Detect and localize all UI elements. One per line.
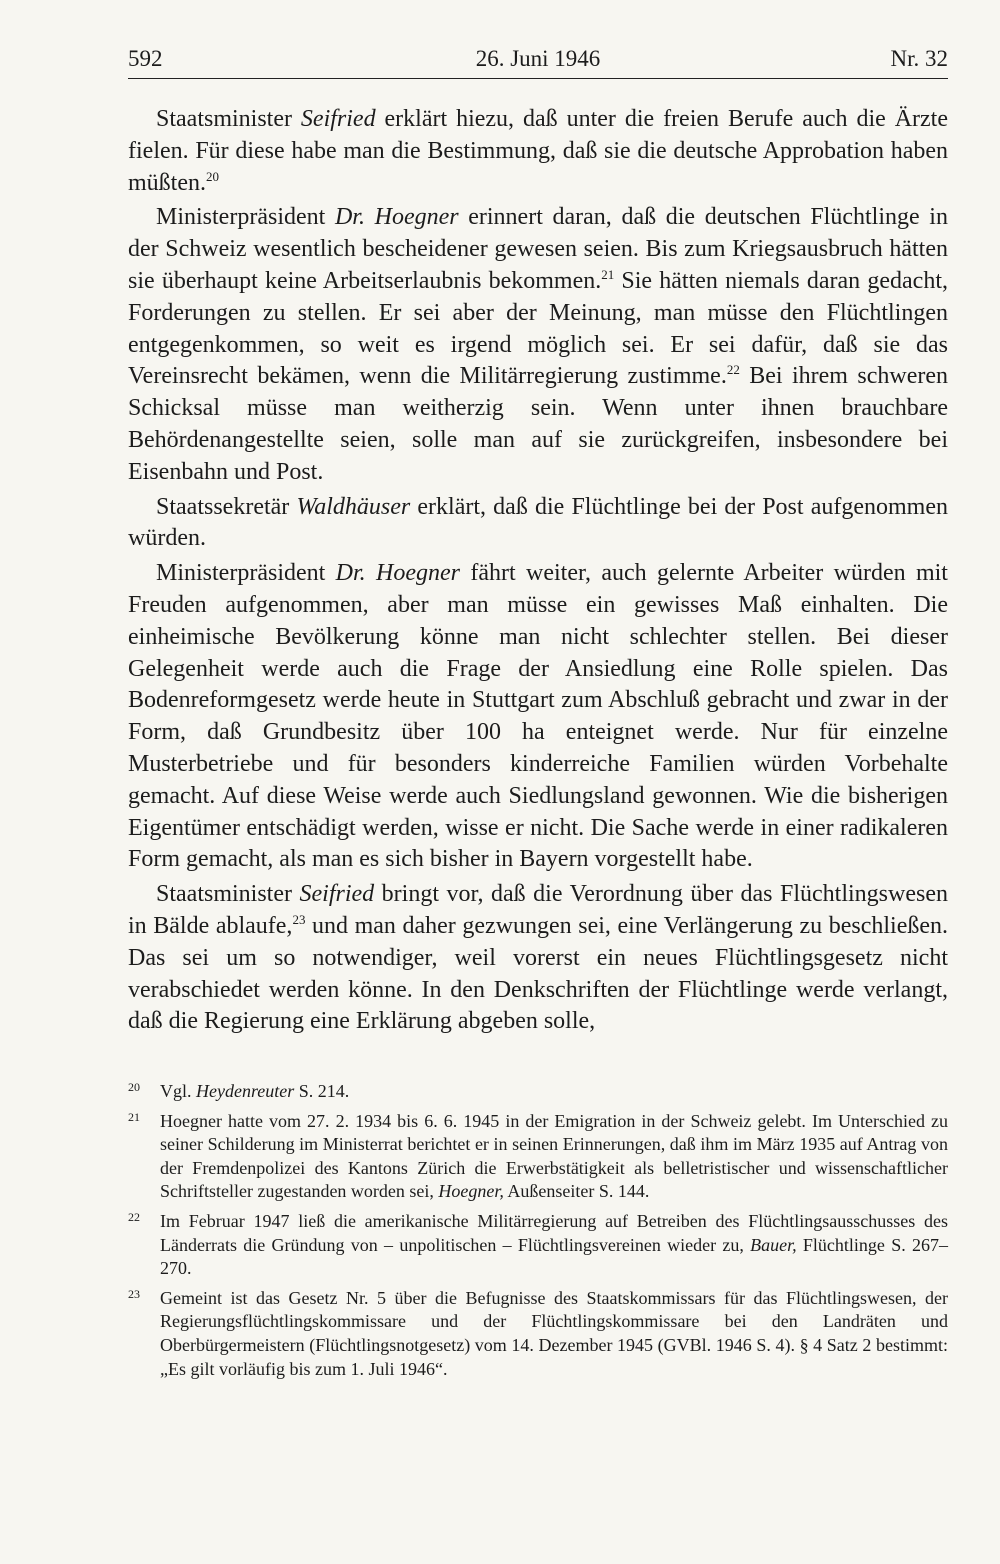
footnote-ref: 20 [206, 168, 219, 184]
footnote-ref: 22 [726, 362, 740, 378]
footnote-number: 20 [128, 1080, 140, 1094]
paragraph: Ministerpräsident Dr. Hoegner erinnert daran, daß die deutschen Flüchtlinge in der Schweiz wesentlich bescheidener gewesen seien. Bis zum Kriegsausbruch hätten sie überhaupt keine Arbeitserlaubnis bekommen.$^{21}$ Sie hätten niemals daran gedacht, Forderungen zu stellen. Er sei aber der Meinung, man müsse den Flüchtlingen entgegenkommen, so weit es irgend möglich sei. Er sei dafür, daß sie das Vereinsrecht bekämen, wenn die Militärregierung zustimme.$^{22}$ Bei ihrem schweren Schicksal müsse man weitherzig sein. Wenn unter ihnen brauchbare Behördenangestellte seien, solle man auf sie zurückgreifen, insbesondere bei Eisenbahn und Post. [128, 204, 948, 485]
page-number: 592 [128, 46, 163, 71]
paragraph: Staatsminister Seifried erklärt hiezu, daß unter die freien Berufe auch die Ärzte fielen. Für diese habe man die Bestimmung, daß sie die deutsche Approbation haben müßten.$^{20}$ [128, 106, 948, 196]
footnote-number: 22 [128, 1209, 140, 1224]
speaker-name: Seifried [299, 881, 375, 908]
footnote: 21 Hoegner hatte vom 27. 2. 1934 bis 6. 6. 1945 in der Emigration in der Schweiz gelebt. Im Unterschied zu seiner Schilderung im Ministerrat berichtet er in seinen Erinnerungen, daß ihm im März 1935 auf Antrag von der Fremdenpolizei des Kantons Zürich die Erwerbstätigkeit als belletristischer und wissenschaftlicher Schriftsteller zugestanden worden sei, Hoegner, Außenseiter S. 144. [128, 1110, 948, 1204]
header-date: 26. Juni 1946 [475, 46, 601, 71]
speaker-name: Seifried [300, 106, 376, 132]
paragraph: Staatssekretär Waldhäuser erklärt, daß die Flüchtlinge bei der Post aufgenommen würden. [128, 493, 948, 552]
issue-number: Nr. 32 [890, 46, 948, 71]
paragraph: Staatsminister Seifried bringt vor, daß die Verordnung über das Flüchtlingswesen in Bälde ablaufe,$^{23}$ und man daher gezwungen sei, eine Verlängerung zu beschließen. Das sei um so notwendiger, weil vorerst ein neues Flüchtlingsgesetz nicht verabschiedet werden könne. In den Denkschriften der Flüchtlinge werde verlangt, daß die Regierung eine Erklärung abgeben solle, [128, 881, 949, 1035]
footnote: 22 Im Februar 1947 ließ die amerikanische Militärregierung auf Betreiben des Flüchtlingsausschusses des Länderrats die Gründung von – unpolitischen – Flüchtlingsvereinen wieder zu, Bauer, Flüchtlinge S. 267–270. [128, 1210, 948, 1281]
footnote-number: 23 [128, 1286, 140, 1301]
speaker-name: Dr. Hoegner [335, 560, 460, 587]
speaker-name: Waldhäuser [296, 493, 411, 520]
footnote: 23 Gemeint ist das Gesetz Nr. 5 über die Befugnisse des Staatskommissars für das Flüchtlingswesen, der Regierungsflüchtlingskommissare und der Flüchtlingskommissare bei den Landräten und Oberbürgermeistern (Flüchtlingsnotgesetz) vom 14. Dezember 1945 (GVBl. 1946 S. 4). § 4 Satz 2 bestimmt: „Es gilt vorläufig bis zum 1. Juli 1946“. [128, 1287, 948, 1381]
footnotes [128, 1080, 948, 1387]
main-text [128, 104, 948, 1041]
footnote-ref: 21 [601, 266, 615, 282]
footnote-number: 21 [128, 1109, 140, 1124]
footnote-ref: 23 [292, 911, 306, 927]
footnote: 20 Vgl. Heydenreuter S. 214. [128, 1080, 948, 1104]
running-header [128, 40, 948, 79]
paragraph: Ministerpräsident Dr. Hoegner fährt weiter, auch gelernte Arbeiter würden mit Freuden aufgenommen, aber man müsse ein gewisses Maß einhalten. Die einheimische Bevölkerung könne man nicht schlechter stellen. Bei dieser Gelegenheit werde auch die Frage der Ansiedlung eine Rolle spielen. Das Bodenreformgesetz werde heute in Stuttgart zum Abschluß gebracht und zwar in der Form, daß Grundbesitz über 100 ha enteignet werde. Nur für einzelne Musterbetriebe und für besonders kinderreiche Familien würden Vorbehalte gemacht. Auf diese Weise werde auch Siedlungsland gewonnen. Wie die bisherigen Eigentümer entschädigt werden, wisse er nicht. Die Sache werde in einer radikaleren Form gemacht, als man es sich bisher in Bayern vorgestellt habe. [128, 560, 948, 873]
speaker-name: Dr. Hoegner [334, 204, 459, 231]
